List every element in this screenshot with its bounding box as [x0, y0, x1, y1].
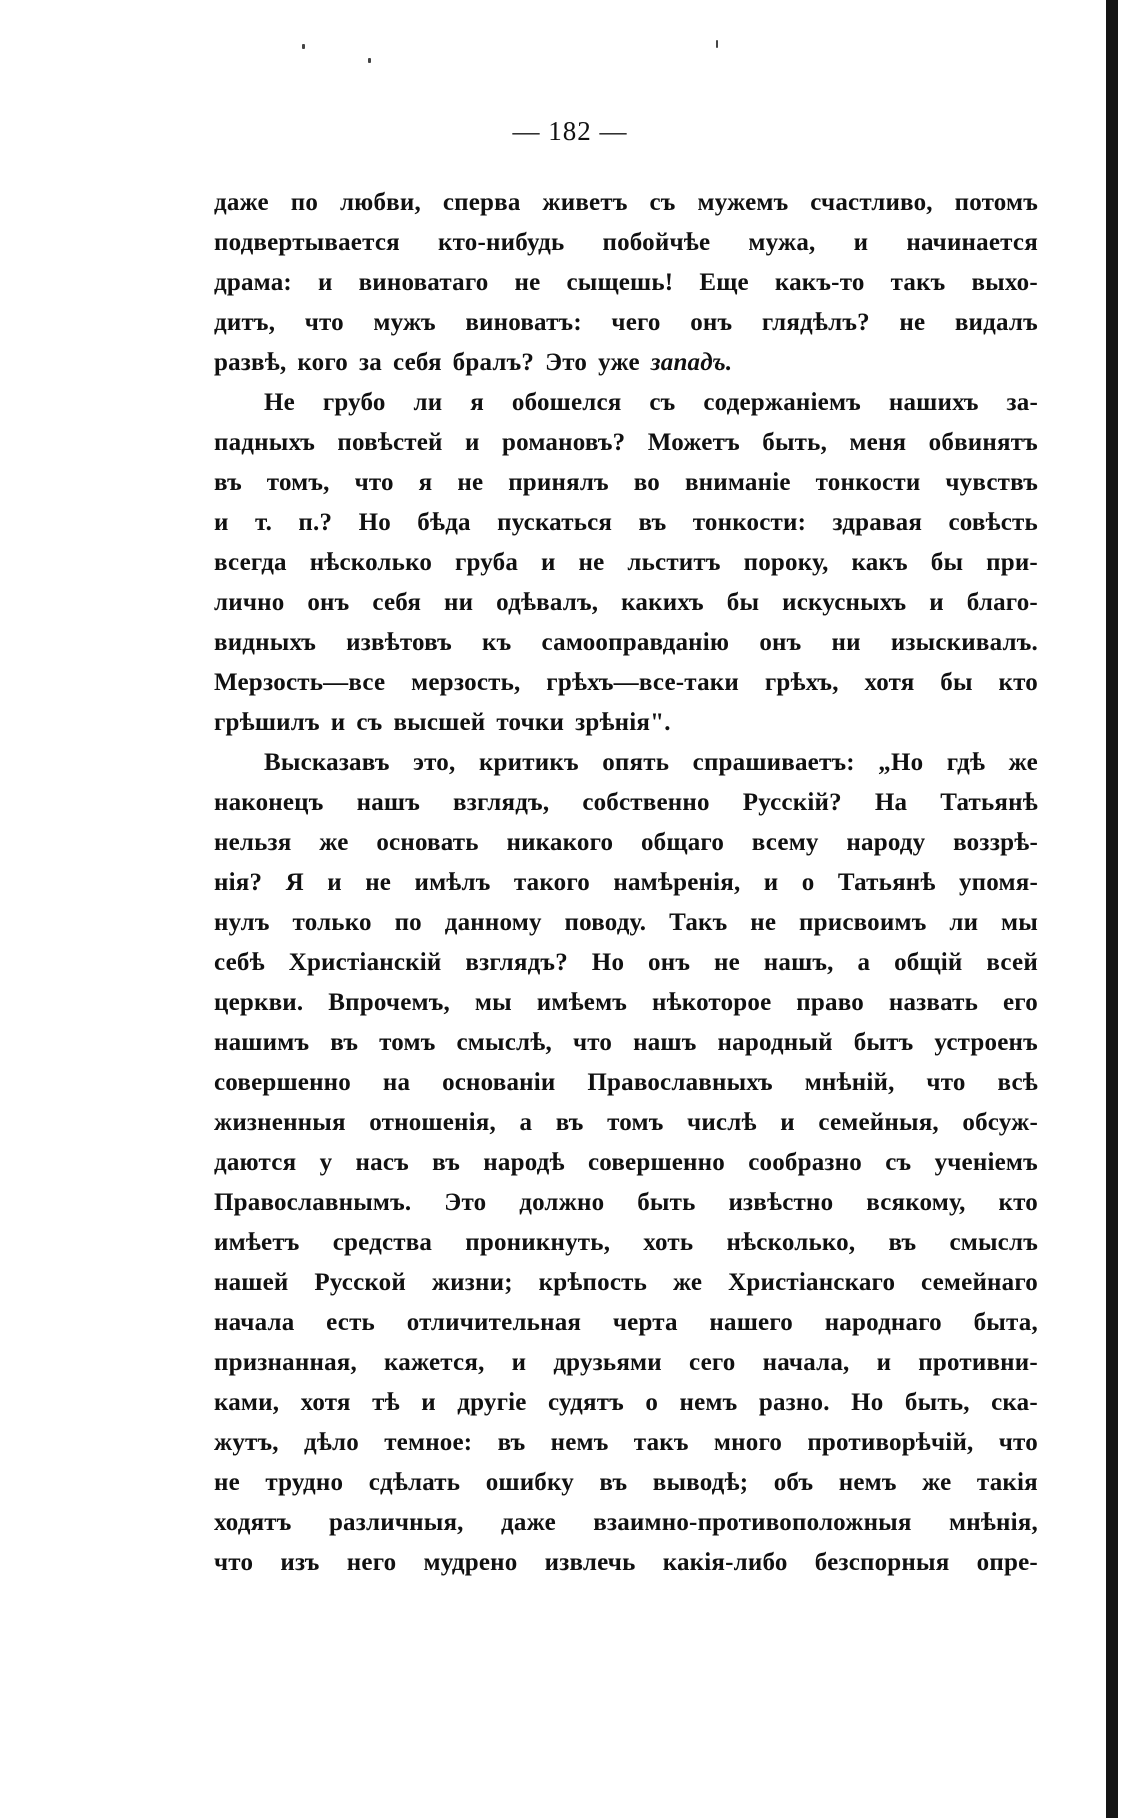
text-line: дитъ, что мужъ виноватъ: чего онъ глядѣлъ? не видалъ [214, 309, 1038, 336]
text-line: нулъ только по данному поводу. Такъ не присвоимъ ли мы [214, 909, 1038, 936]
text-line: Православнымъ. Это должно быть извѣстно всякому, кто [214, 1189, 1038, 1216]
text-line: грѣшилъ и съ высшей точки зрѣнія". [214, 709, 671, 736]
text-line: подвертывается кто-нибудь побойчѣе мужа, и начинается [214, 229, 1038, 256]
text-line: ками, хотя тѣ и другіе судятъ о немъ разно. Но быть, ска- [214, 1389, 1038, 1416]
text-line: всегда нѣсколько груба и не льститъ пороку, какъ бы при- [214, 549, 1038, 576]
page-number: — 182 — [512, 116, 628, 146]
text-line: признанная, кажется, и друзьями сего начала, и противни- [214, 1349, 1038, 1376]
text-line: Мерзость—все мерзость, грѣхъ—все-таки грѣхъ, хотя бы кто [214, 669, 1038, 696]
text-line: жутъ, дѣло темное: въ немъ такъ много противорѣчій, что [214, 1429, 1038, 1456]
text-line: лично онъ себя ни одѣвалъ, какихъ бы искусныхъ и благо- [214, 589, 1038, 616]
text-line: въ томъ, что я не принялъ во вниманіе тонкости чувствъ [214, 469, 1038, 496]
text-line: что изъ него мудрено извлечь какія-либо безспорныя опре- [214, 1549, 1038, 1576]
text-line: совершенно на основаніи Православныхъ мнѣній, что всѣ [214, 1069, 1038, 1096]
page-edge-shadow [1106, 0, 1118, 1818]
body-text [214, 183, 1038, 1583]
text-line: себѣ Христіанскій взглядъ? Но онъ не нашъ, а общій всей [214, 949, 1038, 976]
ink-speck [368, 58, 371, 63]
text-line: имѣетъ средства проникнуть, хоть нѣсколько, въ смыслъ [214, 1229, 1038, 1256]
text-line: драма: и виноватаго не сыщешь! Еще какъ-то такъ выхо- [214, 269, 1038, 296]
text-line: нельзя же основать никакого общаго всему народу воззрѣ- [214, 829, 1038, 856]
text-line: нашей Русской жизни; крѣпость же Христіанскаго семейнаго [214, 1269, 1038, 1296]
text-line: видныхъ извѣтовъ къ самооправданію онъ ни изыскивалъ. [214, 629, 1038, 656]
text-line: развѣ, кого за себя бралъ? Это уже западъ. [214, 349, 733, 376]
text-line: нія? Я и не имѣлъ такого намѣренія, и о Татьянѣ упомя- [214, 869, 1038, 896]
ink-speck [302, 44, 305, 49]
text-line: начала есть отличительная черта нашего народнаго быта, [214, 1309, 1038, 1336]
text-line: церкви. Впрочемъ, мы имѣемъ нѣкоторое право назвать его [214, 989, 1038, 1016]
text-line: падныхъ повѣстей и романовъ? Можетъ быть, меня обвинятъ [214, 429, 1038, 456]
ink-speck [716, 40, 718, 48]
text-line: и т. п.? Но бѣда пускаться въ тонкости: здравая совѣсть [214, 509, 1038, 536]
text-line: Не грубо ли я обошелся съ содержаніемъ нашихъ за- [264, 389, 1038, 416]
text-line: нашимъ въ томъ смыслѣ, что нашъ народный бытъ устроенъ [214, 1029, 1038, 1056]
text-line: даже по любви, сперва живетъ съ мужемъ счастливо, потомъ [214, 189, 1038, 216]
text-line: жизненныя отношенія, а въ томъ числѣ и семейныя, обсуж- [214, 1109, 1038, 1136]
text-line: даются у насъ въ народѣ совершенно сообразно съ ученіемъ [214, 1149, 1038, 1176]
text-line: Высказавъ это, критикъ опять спрашиваетъ: „Но гдѣ же [264, 749, 1038, 776]
text-line: ходятъ различныя, даже взаимно-противоположныя мнѣнія, [214, 1509, 1038, 1536]
text-line: наконецъ нашъ взглядъ, собственно Русскій? На Татьянѣ [214, 789, 1038, 816]
text-line: не трудно сдѣлать ошибку въ выводѣ; объ немъ же такія [214, 1469, 1038, 1496]
